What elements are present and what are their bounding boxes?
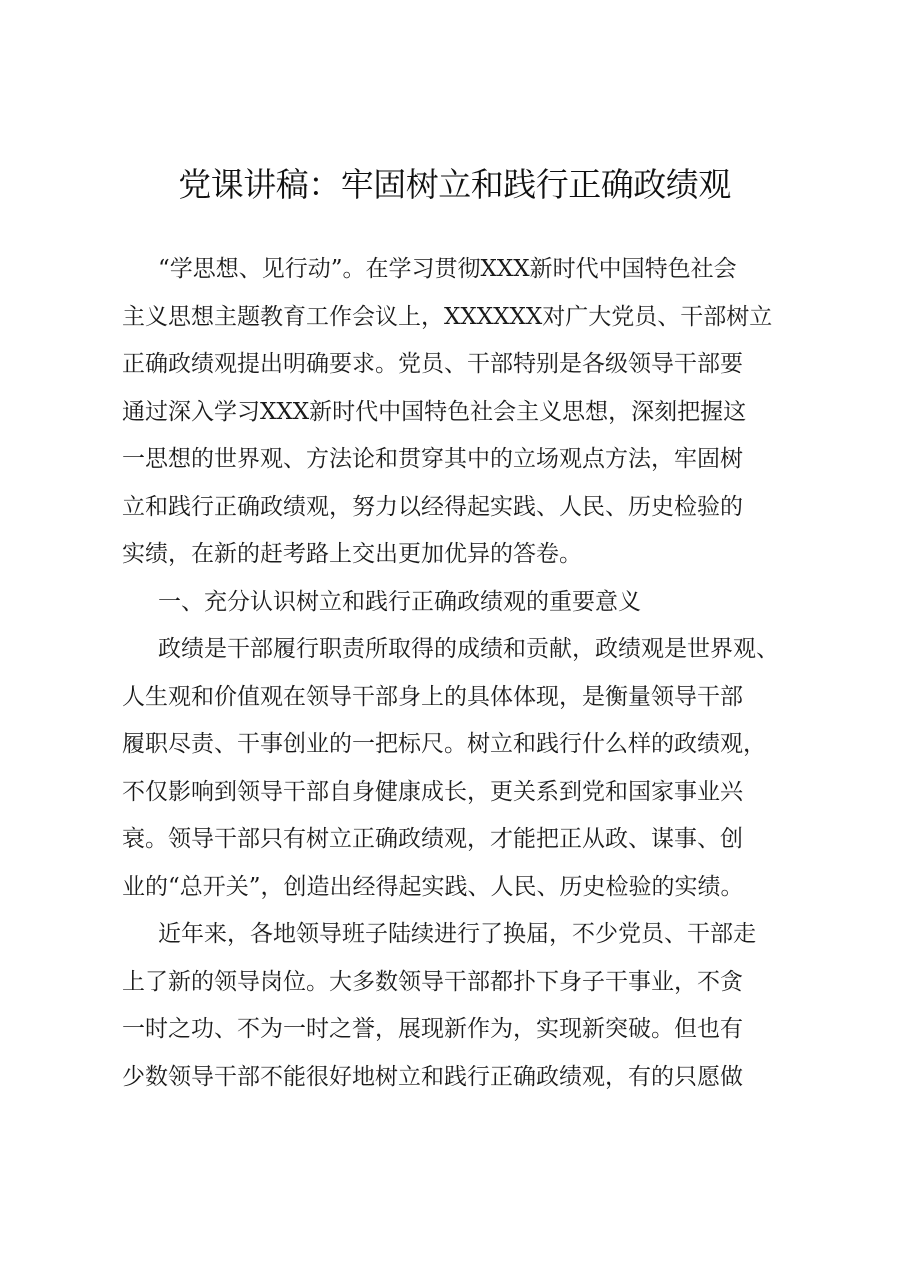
paragraph-2-line-3: 履职尽责、干事创业的一把标尺。树立和践行什么样的政绩观， bbox=[122, 731, 766, 757]
paragraph-3-line-3: 一时之功、不为一时之誉，展现新作为，实现新突破。但也有 bbox=[122, 1016, 743, 1042]
paragraph-1-line-1: “学思想、见行动”。在学习贯彻XXX新时代中国特色社会 bbox=[158, 256, 737, 282]
paragraph-2-line-6: 业的“总开关”，创造出经得起实践、人民、历史检验的实绩。 bbox=[122, 873, 744, 900]
document-body bbox=[122, 246, 822, 1101]
paragraph-2-line-4: 不仅影响到领导干部自身健康成长，更关系到党和国家事业兴 bbox=[122, 778, 743, 805]
paragraph-2-line-1: 政绩是干部履行职责所取得的成绩和贡献，政绩观是世界观、 bbox=[158, 636, 779, 662]
paragraph-3-line-1: 近年来，各地领导班子陆续进行了换届，不少党员、干部走 bbox=[158, 921, 756, 947]
paragraph-1-line-2: 主义思想主题教育工作会议上，XXXXXX对广大党员、干部树立 bbox=[122, 303, 773, 330]
paragraph-1-line-3: 正确政绩观提出明确要求。党员、干部特别是各级领导干部要 bbox=[122, 351, 743, 377]
paragraph-1-line-6: 立和践行正确政绩观，努力以经得起实践、人民、历史检验的 bbox=[122, 493, 743, 520]
section-heading-1: 一、充分认识树立和践行正确政绩观的重要意义 bbox=[158, 588, 641, 615]
paragraph-1-line-5: 一思想的世界观、方法论和贯穿其中的立场观点方法，牢固树 bbox=[122, 446, 743, 472]
paragraph-2-line-5: 衰。领导干部只有树立正确政绩观，才能把正从政、谋事、创 bbox=[122, 826, 743, 852]
document-title: 党课讲稿：牢固树立和践行正确政绩观 bbox=[178, 165, 731, 204]
paragraph-1-line-4: 通过深入学习XXX新时代中国特色社会主义思想，深刻把握这 bbox=[122, 398, 747, 425]
paragraph-3-line-4: 少数领导干部不能很好地树立和践行正确政绩观，有的只愿做 bbox=[122, 1063, 743, 1090]
paragraph-2-line-2: 人生观和价值观在领导干部身上的具体体现，是衡量领导干部 bbox=[122, 683, 743, 710]
paragraph-3-line-2: 上了新的领导岗位。大多数领导干部都扑下身子干事业，不贪 bbox=[122, 968, 743, 995]
paragraph-1-line-7: 实绩，在新的赶考路上交出更加优异的答卷。 bbox=[122, 541, 582, 567]
